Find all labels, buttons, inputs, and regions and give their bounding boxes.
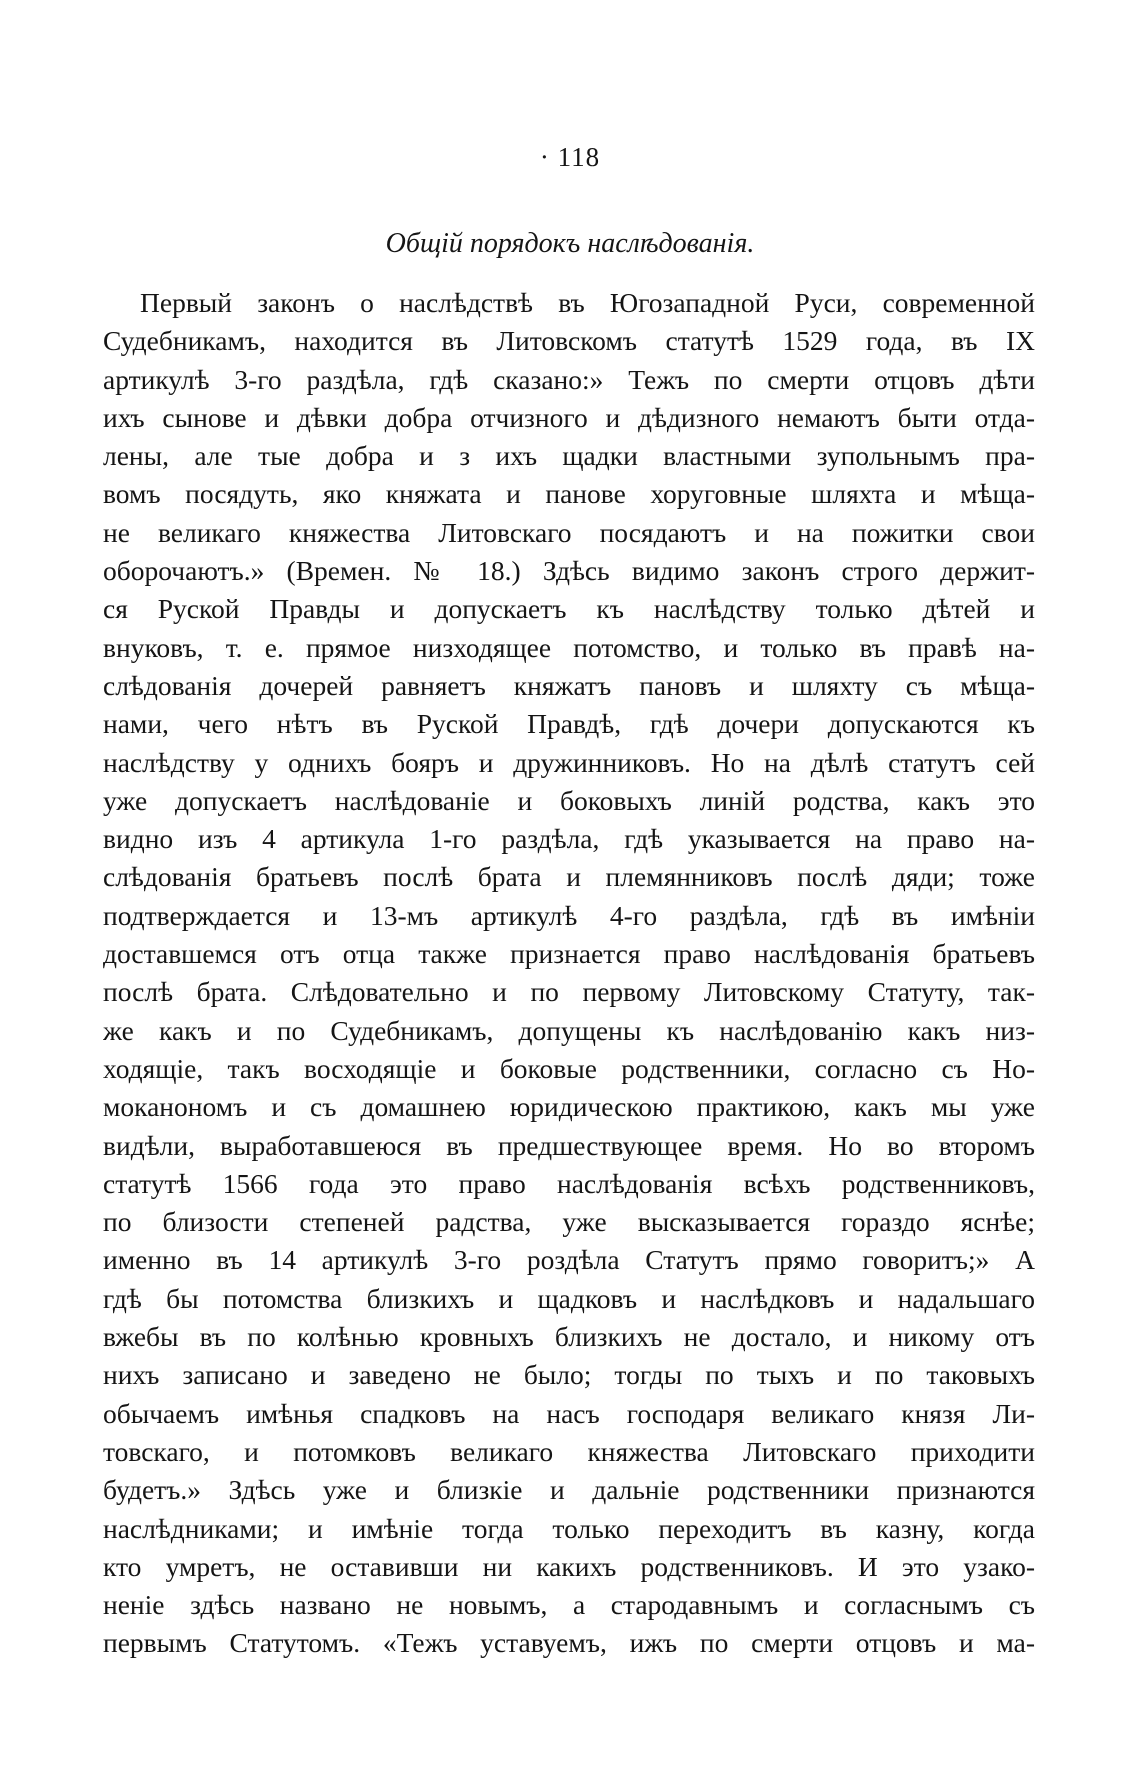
text-line: обычаемъ имѣнья спадковъ на насъ господаря великаго князя Ли- bbox=[103, 1397, 1035, 1429]
text-line: гдѣ бы потомства близкихъ и щадковъ и наслѣдковъ и надальшаго bbox=[103, 1282, 1035, 1314]
text-line: товскаго, и потомковъ великаго княжества Литовскаго приходити bbox=[103, 1435, 1035, 1467]
text-line: Судебникамъ, находится въ Литовскомъ статутѣ 1529 года, въ IX bbox=[103, 325, 1035, 357]
text-line: артикулѣ 3-го раздѣла, гдѣ сказано:» Тежъ по смерти отцовъ дѣти bbox=[103, 363, 1035, 395]
text-line: вжебы въ по колѣнью кровныхъ близкихъ не достало, и никому отъ bbox=[103, 1321, 1035, 1353]
text-line: нихъ записано и заведено не было; тогды по тыхъ и по таковыхъ bbox=[103, 1359, 1035, 1391]
body-text bbox=[103, 284, 1035, 1663]
text-line: Первый законъ о наслѣдствѣ въ Югозападной Руси, современной bbox=[140, 287, 1035, 318]
text-line: первымъ Статутомъ. «Тежъ уставуемъ, ижъ по смерти отцовъ и ма- bbox=[103, 1627, 1035, 1659]
text-line: оборочаютъ.» (Времен. № 18.) Здѣсь видимо законъ строго держит- bbox=[103, 555, 1035, 587]
text-line: не великаго княжества Литовскаго посядаютъ и на пожитки свои bbox=[103, 516, 1035, 548]
text-line: слѣдованія дочерей равняетъ княжатъ пановъ и шляхту съ мѣща- bbox=[103, 669, 1035, 701]
text-line: наслѣдниками; и имѣніе тогда только переходитъ въ казну, когда bbox=[103, 1512, 1035, 1544]
text-line: моканономъ и съ домашнею юридическою практикою, какъ мы уже bbox=[103, 1091, 1035, 1123]
page-number: · 118 bbox=[539, 142, 601, 172]
text-line: уже допускаетъ наслѣдованіе и боковыхъ линій родства, какъ это bbox=[103, 784, 1035, 816]
text-line: послѣ брата. Слѣдовательно и по первому Литовскому Статуту, так- bbox=[103, 976, 1035, 1008]
text-line: лены, але тые добра и з ихъ щадки властными зупольнымъ пра- bbox=[103, 440, 1035, 472]
text-line: видѣли, выработавшеюся въ предшествующее время. Но во второмъ bbox=[103, 1129, 1035, 1161]
text-line: подтверждается и 13-мъ артикулѣ 4-го раздѣла, гдѣ въ имѣніи bbox=[103, 899, 1035, 931]
text-line: вомъ посядуть, яко княжата и панове хоруговные шляхта и мѣща- bbox=[103, 478, 1035, 510]
text-line: будетъ.» Здѣсь уже и близкіе и дальніе родственники признаются bbox=[103, 1474, 1035, 1506]
text-line: внуковъ, т. е. прямое низходящее потомство, и только въ правѣ на- bbox=[103, 631, 1035, 663]
text-line: слѣдованія братьевъ послѣ брата и племянниковъ послѣ дяди; тоже bbox=[103, 861, 1035, 893]
text-line: доставшемся отъ отца также признается право наслѣдованія братьевъ bbox=[103, 938, 1035, 970]
text-line: ихъ сынове и дѣвки добра отчизного и дѣдизного немаютъ быти отда- bbox=[103, 401, 1035, 433]
text-line: же какъ и по Судебникамъ, допущены къ наслѣдованію какъ низ- bbox=[103, 1014, 1035, 1046]
section-title: Общій порядокъ наслѣдованія. bbox=[385, 228, 755, 259]
text-line: статутѣ 1566 года это право наслѣдованія всѣхъ родственниковъ, bbox=[103, 1167, 1035, 1199]
text-line: ся Руской Правды и допускаетъ къ наслѣдству только дѣтей и bbox=[103, 593, 1035, 625]
text-line: кто умретъ, не оставивши ни какихъ родственниковъ. И это узако- bbox=[103, 1550, 1035, 1582]
text-line: ходящіе, такъ восходящіе и боковые родственники, согласно съ Но- bbox=[103, 1052, 1035, 1084]
text-line: по близости степеней радства, уже высказывается гораздо яснѣе; bbox=[103, 1206, 1035, 1238]
text-line: видно изъ 4 артикула 1-го раздѣла, гдѣ указывается на право на- bbox=[103, 823, 1035, 855]
text-line: именно въ 14 артикулѣ 3-го роздѣла Статутъ прямо говоритъ;» А bbox=[103, 1244, 1035, 1276]
text-line: нами, чего нѣтъ въ Руской Правдѣ, гдѣ дочери допускаются къ bbox=[103, 708, 1035, 740]
text-line: наслѣдству у однихъ бояръ и дружинниковъ. Но на дѣлѣ статутъ сей bbox=[103, 746, 1035, 778]
text-line: неніе здѣсь названо не новымъ, а стародавнымъ и согласнымъ съ bbox=[103, 1589, 1035, 1621]
